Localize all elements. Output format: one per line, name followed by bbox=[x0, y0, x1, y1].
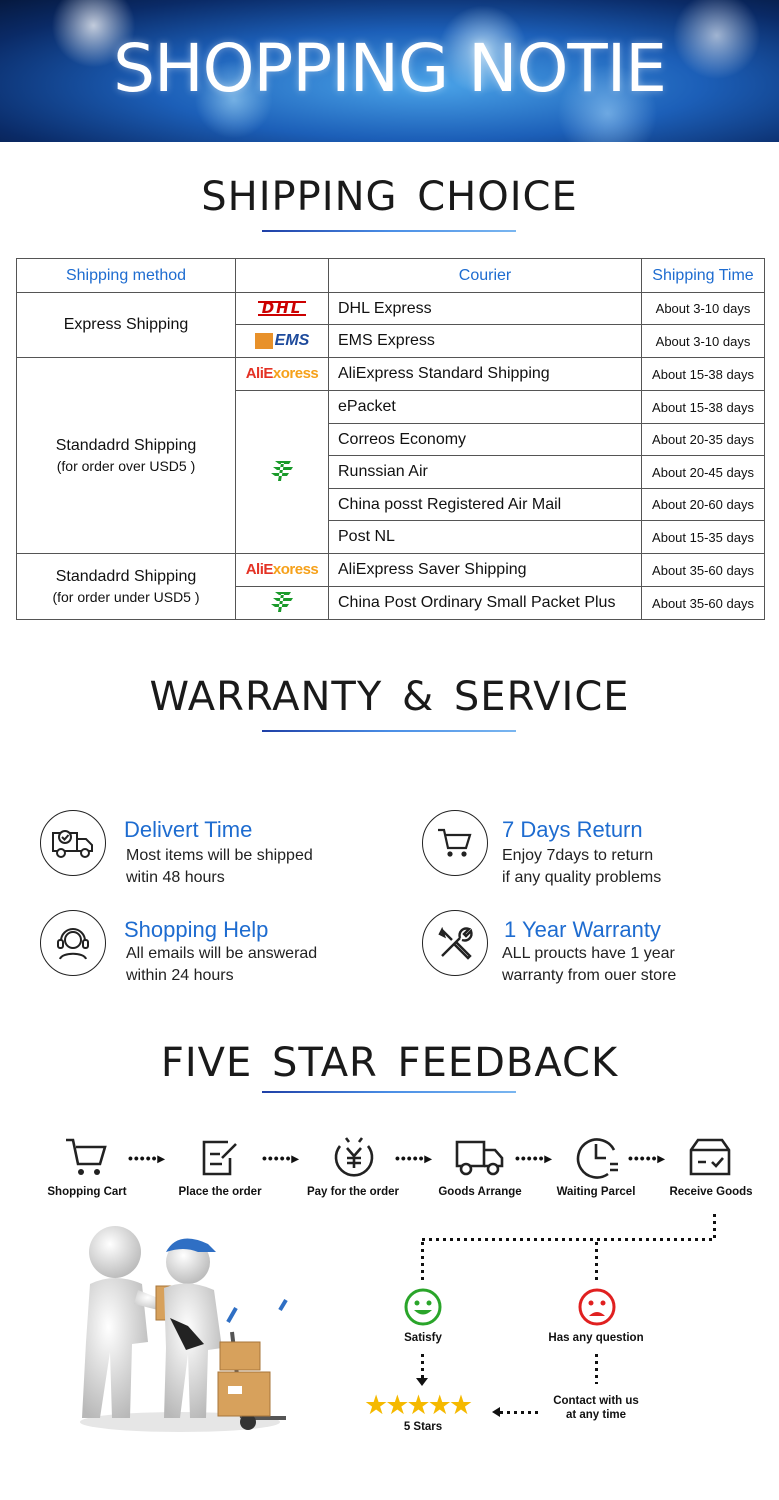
cart-icon bbox=[64, 1136, 110, 1178]
section-rule bbox=[262, 1091, 516, 1093]
header-time: Shipping Time bbox=[642, 259, 765, 293]
header-courier: Courier bbox=[329, 259, 642, 293]
method-standard-under bbox=[17, 554, 236, 620]
truck-icon bbox=[51, 825, 95, 861]
service-line: Enjoy 7days to return bbox=[502, 847, 654, 864]
ems-logo bbox=[236, 325, 329, 358]
delivery-service-icon bbox=[40, 810, 106, 876]
china-post-logo bbox=[236, 391, 329, 554]
courier-cell: EMS Express bbox=[329, 325, 642, 358]
aliexpress-logo-text: AliExoress bbox=[245, 561, 319, 578]
table-row bbox=[17, 554, 765, 587]
courier-cell: Correos Economy bbox=[329, 424, 642, 456]
section-title-feedback: FIVE STAR FEEDBACK bbox=[160, 1040, 619, 1086]
ems-logo-text: EMS bbox=[255, 333, 310, 349]
aliexpress-logo-text: AliExoress bbox=[245, 365, 319, 382]
arrow-left-icon bbox=[492, 1407, 500, 1417]
dotted-connector bbox=[713, 1214, 716, 1240]
dotted-connector bbox=[422, 1238, 716, 1241]
service-line: Most items will be shipped bbox=[126, 847, 313, 864]
time-cell: About 15-35 days bbox=[642, 521, 765, 554]
warranty-service-icon bbox=[422, 910, 488, 976]
time-cell: About 20-35 days bbox=[642, 424, 765, 456]
step-label: Place the order bbox=[178, 1186, 262, 1198]
order-icon bbox=[198, 1136, 240, 1178]
tools-icon bbox=[436, 924, 474, 962]
stars-label: 5 Stars bbox=[403, 1421, 443, 1433]
header-logo bbox=[236, 259, 329, 293]
dotted-connector bbox=[421, 1242, 424, 1280]
service-title: Delivert Time bbox=[124, 817, 253, 842]
delivery-people-illustration bbox=[60, 1222, 310, 1434]
method-label: Standadrd Shipping bbox=[55, 436, 197, 454]
process-arrow: •••••▸ bbox=[262, 1150, 300, 1166]
step-label: Waiting Parcel bbox=[556, 1186, 636, 1198]
step-label: Receive Goods bbox=[669, 1186, 753, 1198]
banner-title: SHOPPING NOTIE bbox=[113, 30, 666, 107]
courier-cell: Runssian Air bbox=[329, 456, 642, 489]
courier-cell: China posst Registered Air Mail bbox=[329, 489, 642, 521]
happy-face-icon bbox=[403, 1287, 443, 1327]
step-label: Shopping Cart bbox=[47, 1186, 127, 1198]
method-sub: (for order under USD5 ) bbox=[52, 588, 200, 605]
china-post-logo bbox=[236, 587, 329, 620]
courier-cell: China Post Ordinary Small Packet Plus bbox=[329, 587, 642, 620]
time-cell: About 3-10 days bbox=[642, 293, 765, 325]
sad-face-icon bbox=[577, 1287, 617, 1327]
table-row bbox=[17, 358, 765, 391]
dotted-connector bbox=[421, 1354, 424, 1380]
contact-label-line1: Contact with us bbox=[553, 1395, 639, 1407]
section-title-shipping: SHIPPING CHOICE bbox=[201, 174, 578, 220]
service-line: warranty from ouer store bbox=[502, 967, 677, 984]
process-arrow: •••••▸ bbox=[515, 1150, 553, 1166]
process-arrow: •••••▸ bbox=[128, 1150, 166, 1166]
section-title-warranty: WARRANTY & SERVICE bbox=[149, 674, 630, 720]
step-label: Pay for the order bbox=[306, 1186, 400, 1198]
time-cell: About 15-38 days bbox=[642, 358, 765, 391]
aliexpress-logo bbox=[236, 358, 329, 391]
time-cell: About 3-10 days bbox=[642, 325, 765, 358]
section-rule bbox=[262, 230, 516, 232]
section-rule bbox=[262, 730, 516, 732]
banner bbox=[0, 0, 779, 142]
time-cell: About 15-38 days bbox=[642, 391, 765, 424]
method-express: Express Shipping bbox=[17, 293, 236, 358]
dotted-connector bbox=[595, 1242, 598, 1280]
service-title: 7 Days Return bbox=[502, 817, 643, 842]
dhl-logo bbox=[236, 293, 329, 325]
headset-icon bbox=[53, 923, 93, 963]
service-line: witin 48 hours bbox=[126, 869, 225, 886]
courier-cell: AliExpress Standard Shipping bbox=[329, 358, 642, 391]
dotted-connector bbox=[595, 1354, 598, 1384]
courier-cell: AliExpress Saver Shipping bbox=[329, 554, 642, 587]
cart-icon bbox=[436, 826, 474, 860]
method-label: Standadrd Shipping bbox=[55, 567, 197, 585]
table-row bbox=[17, 293, 765, 325]
contact-label-line2: at any time bbox=[565, 1409, 627, 1421]
process-arrow: •••••▸ bbox=[395, 1150, 433, 1166]
clock-icon bbox=[574, 1134, 620, 1180]
process-arrow: •••••▸ bbox=[628, 1150, 666, 1166]
courier-cell: DHL Express bbox=[329, 293, 642, 325]
method-sub: (for order over USD5 ) bbox=[56, 457, 196, 474]
china-post-icon bbox=[269, 588, 295, 614]
header-method: Shipping method bbox=[17, 259, 236, 293]
question-label: Has any question bbox=[548, 1332, 644, 1344]
method-standard-over bbox=[17, 358, 236, 554]
five-stars-icon: ★★★★★ bbox=[364, 1390, 471, 1420]
time-cell: About 20-60 days bbox=[642, 489, 765, 521]
service-line: if any quality problems bbox=[502, 869, 662, 886]
arrow-down-icon bbox=[416, 1378, 428, 1386]
truck-icon bbox=[454, 1136, 506, 1178]
aliexpress-logo bbox=[236, 554, 329, 587]
service-line: within 24 hours bbox=[126, 967, 234, 984]
table-header-row bbox=[17, 259, 765, 293]
box-icon bbox=[688, 1136, 732, 1178]
yuan-icon bbox=[332, 1134, 376, 1178]
service-line: All emails will be answerad bbox=[126, 945, 318, 962]
service-title: 1 Year Warranty bbox=[504, 917, 661, 942]
courier-cell: Post NL bbox=[329, 521, 642, 554]
time-cell: About 35-60 days bbox=[642, 587, 765, 620]
shipping-table bbox=[16, 258, 765, 620]
dotted-connector bbox=[500, 1411, 540, 1414]
courier-cell: ePacket bbox=[329, 391, 642, 424]
service-title: Shopping Help bbox=[124, 917, 269, 942]
time-cell: About 20-45 days bbox=[642, 456, 765, 489]
china-post-icon bbox=[269, 457, 295, 483]
service-line: ALL proucts have 1 year bbox=[502, 945, 675, 962]
help-service-icon bbox=[40, 910, 106, 976]
time-cell: About 35-60 days bbox=[642, 554, 765, 587]
step-label: Goods Arrange bbox=[438, 1186, 522, 1198]
dhl-logo-text: DHL bbox=[258, 301, 307, 316]
satisfy-label: Satisfy bbox=[404, 1332, 442, 1344]
return-service-icon bbox=[422, 810, 488, 876]
